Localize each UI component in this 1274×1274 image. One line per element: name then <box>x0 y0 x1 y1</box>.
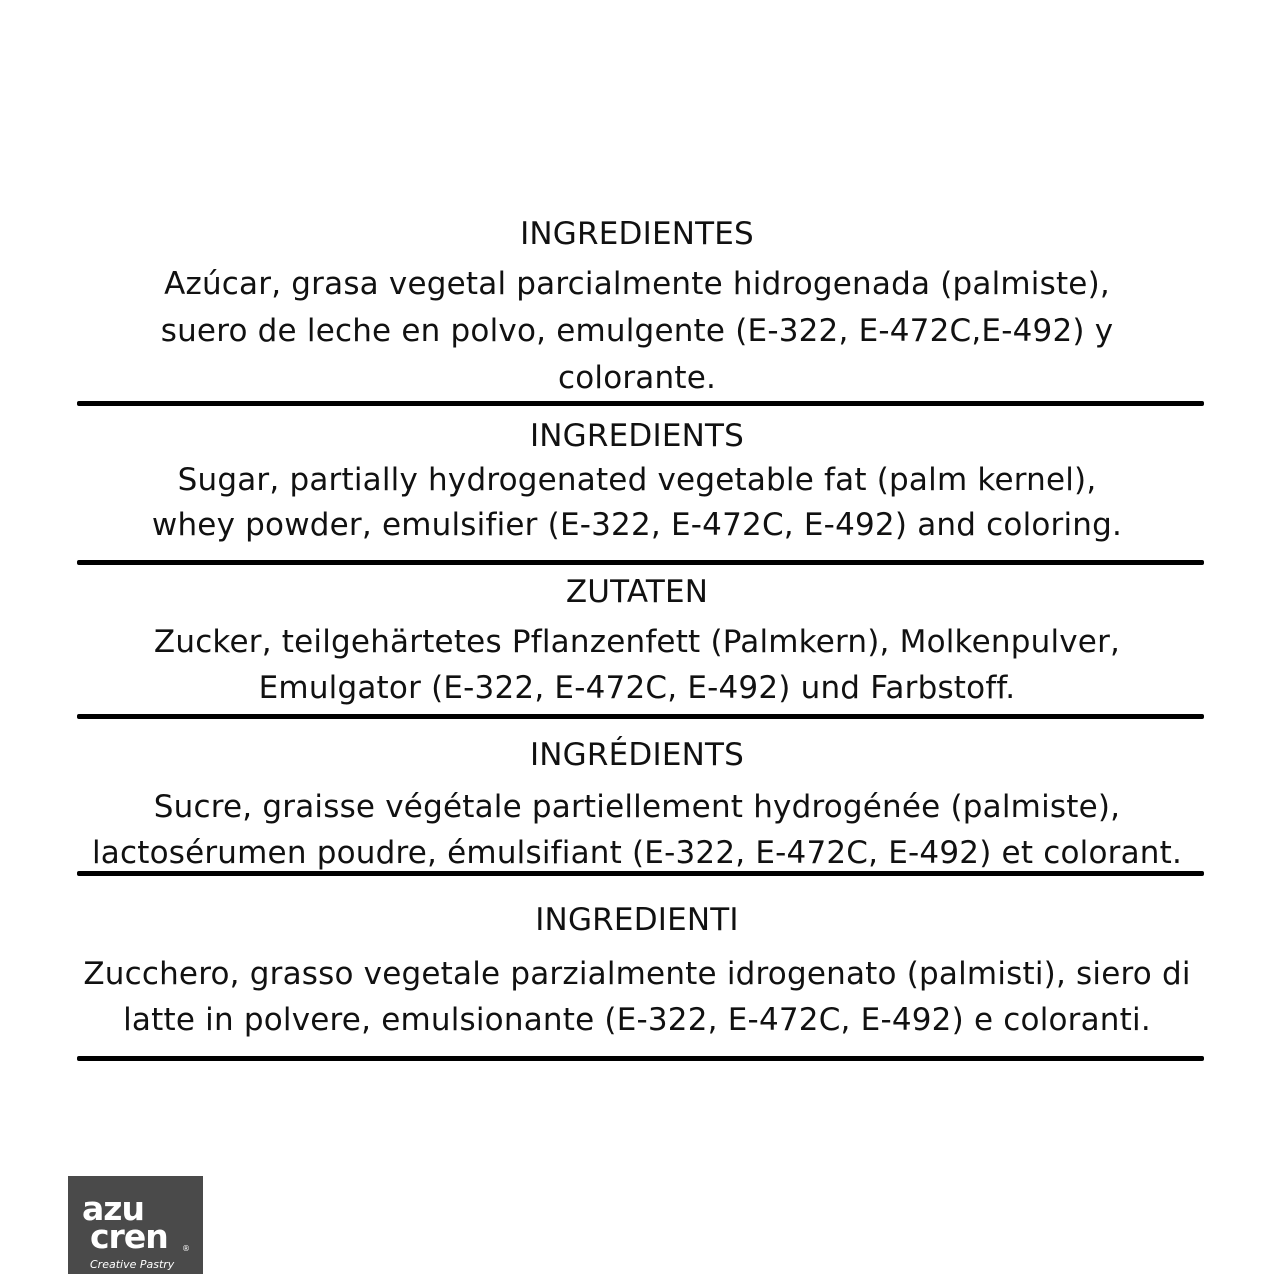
logo-word-bottom: cren <box>90 1217 168 1256</box>
section-divider <box>77 871 1204 876</box>
logo-tagline: Creative Pastry <box>90 1258 175 1271</box>
section-heading-it: INGREDIENTI <box>535 902 739 938</box>
section-heading-es: INGREDIENTES <box>520 216 754 252</box>
ingredients-text-fr-line-1: Sucre, graisse végétale partiellement hydrogénée (palmiste), <box>153 789 1121 825</box>
section-heading-fr: INGRÉDIENTS <box>529 737 745 773</box>
ingredients-text-fr-line-2: lactosérumen poudre, émulsifiant (E-322, E-472C, E-492) et colorant. <box>91 835 1183 871</box>
ingredients-text-es-line-1: Azúcar, grasa vegetal parcialmente hidrogenada (palmiste), <box>164 266 1110 302</box>
ingredients-text-de-line-2: Emulgator (E-322, E-472C, E-492) und Farbstoff. <box>258 670 1016 706</box>
ingredients-text-es-line-2: suero de leche en polvo, emulgente (E-322, E-472C,E-492) y <box>160 313 1114 349</box>
ingredients-text-es-line-3: colorante. <box>557 360 717 396</box>
section-divider <box>77 714 1204 719</box>
section-divider <box>77 401 1204 406</box>
ingredients-text-it-line-2: latte in polvere, emulsionante (E-322, E-472C, E-492) e coloranti. <box>123 1002 1151 1038</box>
section-heading-en: INGREDIENTS <box>529 418 745 454</box>
ingredients-text-it-line-1: Zucchero, grasso vegetale parzialmente idrogenato (palmisti), siero di <box>83 956 1191 992</box>
brand-logo <box>68 1176 203 1274</box>
ingredients-text-en-line-1: Sugar, partially hydrogenated vegetable fat (palm kernel), <box>177 462 1097 498</box>
logo-word-top: azu <box>82 1189 144 1228</box>
ingredients-text-de-line-1: Zucker, teilgehärtetes Pflanzenfett (Palmkern), Molkenpulver, <box>153 624 1121 660</box>
section-heading-de: ZUTATEN <box>565 574 709 610</box>
ingredients-text-en-line-2: whey powder, emulsifier (E-322, E-472C, E-492) and coloring. <box>151 507 1123 543</box>
section-divider <box>77 560 1204 565</box>
section-divider <box>77 1056 1204 1061</box>
registered-mark-icon: ® <box>182 1244 190 1253</box>
